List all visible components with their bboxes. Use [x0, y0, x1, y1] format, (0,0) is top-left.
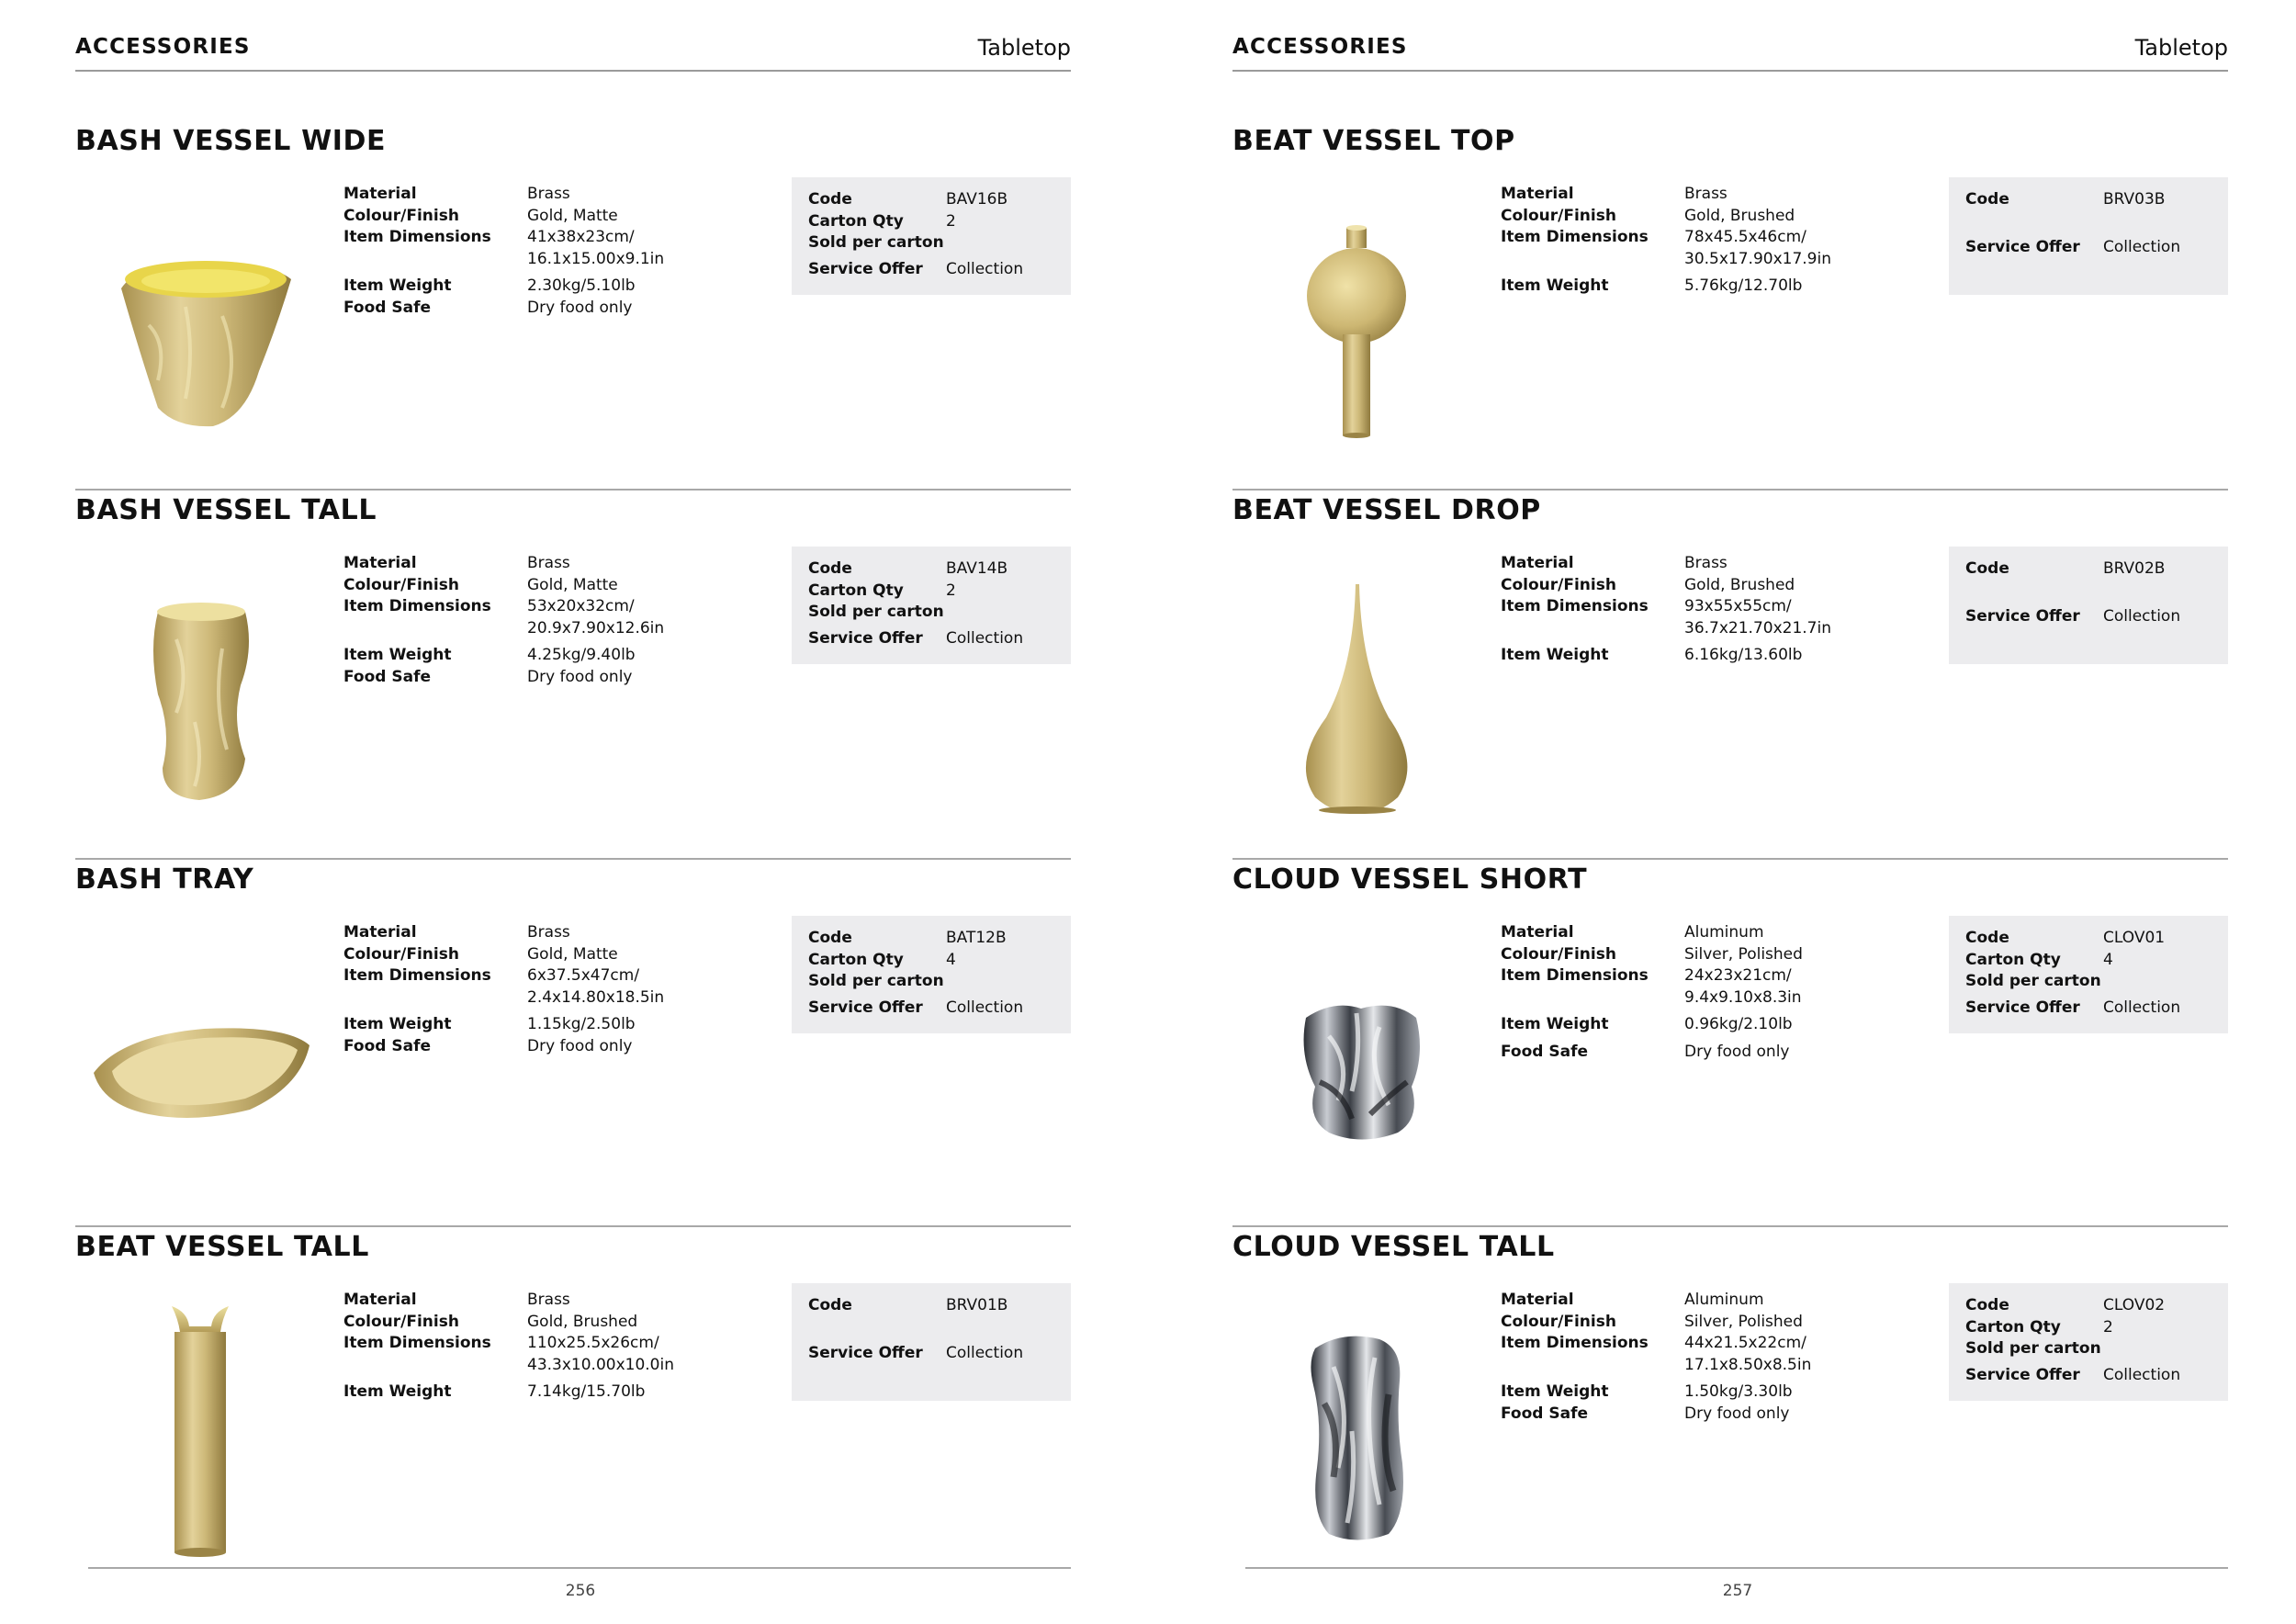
spec-value: Gold, Matte	[527, 944, 618, 964]
spec-row	[343, 1382, 821, 1404]
service-row	[808, 1344, 1023, 1362]
divider	[1232, 489, 2228, 491]
spec-row	[1501, 1404, 1978, 1426]
spec-label: Material	[343, 554, 417, 572]
code-row	[808, 1296, 1007, 1314]
spec-list	[343, 184, 821, 319]
spec-row	[343, 184, 821, 206]
spec-value: Aluminum	[1684, 923, 1764, 942]
service-label: Service Offer	[808, 629, 923, 648]
category-title: Tabletop	[2134, 35, 2228, 61]
spec-value: 2.30kg/5.10lb	[527, 276, 636, 295]
order-info-box	[1949, 916, 2228, 1033]
carton-qty-row	[808, 212, 956, 231]
spec-value: Gold, Matte	[527, 575, 618, 594]
spec-row	[1501, 1014, 1978, 1036]
spec-value: 1.15kg/2.50lb	[527, 1015, 636, 1033]
spec-row	[1501, 575, 1978, 597]
page-number: 257	[1722, 1582, 1753, 1600]
spec-list	[343, 553, 821, 688]
spec-list	[343, 922, 821, 1057]
spec-row	[1501, 184, 1978, 206]
spec-label: Item Weight	[343, 1382, 452, 1401]
code-row	[808, 190, 1007, 209]
spec-label: Item Dimensions	[343, 228, 491, 246]
order-info-box	[1949, 1283, 2228, 1401]
spec-row	[1501, 1290, 1978, 1312]
service-label: Service Offer	[1965, 998, 2080, 1017]
product-card	[1232, 1225, 2228, 1556]
product-code: BRV02B	[2103, 559, 2166, 578]
page-header	[1232, 33, 2228, 72]
bash-vessel-tall-image	[84, 557, 314, 814]
spec-label: Material	[1501, 1291, 1574, 1309]
code-label: Code	[1965, 190, 2009, 209]
code-label: Code	[808, 1296, 852, 1314]
spec-label: Food Safe	[343, 667, 432, 686]
divider	[1232, 1225, 2228, 1227]
spec-label: Item Dimensions	[343, 597, 491, 615]
spec-row	[343, 227, 821, 270]
spec-label: Item Weight	[1501, 276, 1609, 295]
code-row	[808, 559, 1007, 578]
order-info-box	[792, 1283, 1071, 1401]
product-card	[75, 489, 1071, 819]
code-label: Code	[808, 559, 852, 578]
spec-value: 93x55x55cm/ 36.7x21.70x21.7in	[1684, 597, 1831, 637]
spec-row	[343, 575, 821, 597]
spec-row	[343, 1290, 821, 1312]
spec-row	[343, 1312, 821, 1334]
spec-label: Item Dimensions	[1501, 597, 1649, 615]
footer-divider	[88, 1567, 1071, 1569]
spec-value: Gold, Brushed	[527, 1312, 638, 1331]
product-title: BASH TRAY	[75, 863, 254, 896]
product-code: BAT12B	[946, 929, 1007, 947]
spec-label: Material	[1501, 554, 1574, 572]
spec-label: Material	[343, 923, 417, 942]
spec-label: Material	[1501, 923, 1574, 942]
code-row	[1965, 929, 2165, 947]
spec-list	[1501, 1290, 1978, 1425]
spec-row	[1501, 965, 1978, 1009]
carton-qty: 4	[946, 951, 956, 969]
bash-tray-image	[84, 926, 314, 1183]
cloud-vessel-tall-image	[1242, 1293, 1471, 1551]
spec-value: 6.16kg/13.60lb	[1684, 646, 1803, 664]
spec-label: Colour/Finish	[1501, 944, 1616, 964]
spec-label: Item Weight	[1501, 646, 1609, 664]
spec-label: Food Safe	[1501, 1042, 1589, 1061]
spec-label: Colour/Finish	[343, 575, 459, 594]
product-code: BAV16B	[946, 190, 1008, 209]
spec-row	[343, 922, 821, 944]
code-label: Code	[1965, 559, 2009, 578]
service-offer: Collection	[946, 260, 1024, 278]
spec-label: Item Weight	[343, 276, 452, 295]
divider	[1232, 858, 2228, 860]
spec-value: 5.76kg/12.70lb	[1684, 276, 1803, 295]
spec-row	[343, 944, 821, 966]
spec-row	[343, 1036, 821, 1058]
spec-row	[343, 553, 821, 575]
order-info-box	[792, 547, 1071, 664]
section-title: ACCESSORIES	[1232, 35, 1408, 59]
divider	[75, 858, 1071, 860]
product-title: CLOUD VESSEL SHORT	[1232, 863, 1588, 896]
page-number: 256	[565, 1582, 596, 1600]
spec-label: Item Dimensions	[1501, 1334, 1649, 1352]
spec-row	[1501, 1312, 1978, 1334]
service-offer: Collection	[946, 998, 1024, 1017]
spec-row	[1501, 553, 1978, 575]
spec-value: Dry food only	[527, 298, 633, 317]
spec-label: Item Dimensions	[1501, 966, 1649, 985]
carton-qty: 2	[946, 212, 956, 231]
carton-qty-label: Carton Qty	[1965, 951, 2061, 969]
spec-value: Dry food only	[1684, 1404, 1790, 1423]
order-info-box	[1949, 177, 2228, 295]
product-title: BASH VESSEL TALL	[75, 494, 377, 526]
carton-qty-label: Carton Qty	[808, 581, 904, 600]
service-label: Service Offer	[1965, 238, 2080, 256]
service-row	[808, 629, 1023, 648]
service-row	[1965, 998, 2180, 1017]
spec-label: Material	[343, 1291, 417, 1309]
sold-per-carton-label: Sold per carton	[808, 972, 944, 990]
spec-row	[1501, 1042, 1978, 1064]
spec-row	[343, 667, 821, 689]
service-label: Service Offer	[1965, 607, 2080, 626]
code-label: Code	[808, 190, 852, 209]
spec-label: Colour/Finish	[1501, 206, 1616, 225]
spec-value: Aluminum	[1684, 1291, 1764, 1309]
sold-per-carton-label: Sold per carton	[808, 233, 944, 252]
spec-row	[1501, 944, 1978, 966]
service-offer: Collection	[2103, 238, 2181, 256]
spec-row	[1501, 276, 1978, 298]
carton-qty-label: Carton Qty	[808, 212, 904, 231]
spec-value: 78x45.5x46cm/ 30.5x17.90x17.9in	[1684, 228, 1831, 268]
spec-value: 41x38x23cm/ 16.1x15.00x9.1in	[527, 228, 665, 268]
service-label: Service Offer	[808, 998, 923, 1017]
divider	[75, 489, 1071, 491]
spec-label: Food Safe	[1501, 1404, 1589, 1423]
spec-row	[1501, 1382, 1978, 1404]
code-row	[1965, 1296, 2165, 1314]
service-row	[1965, 607, 2180, 626]
spec-value: Brass	[527, 185, 570, 203]
product-title: BEAT VESSEL TALL	[75, 1231, 369, 1263]
spec-row	[343, 1014, 821, 1036]
spec-row	[343, 206, 821, 228]
spec-row	[1501, 1333, 1978, 1376]
spec-value: Silver, Polished	[1684, 1312, 1803, 1331]
carton-qty-row	[808, 581, 956, 600]
spec-label: Colour/Finish	[1501, 575, 1616, 594]
product-code: BRV01B	[946, 1296, 1008, 1314]
product-title: BEAT VESSEL DROP	[1232, 494, 1541, 526]
spec-row	[343, 1333, 821, 1376]
spec-row	[1501, 645, 1978, 667]
spec-value: Dry food only	[527, 667, 633, 686]
spec-row	[1501, 596, 1978, 639]
order-info-box	[1949, 547, 2228, 664]
product-card	[75, 119, 1071, 450]
spec-label: Item Weight	[343, 1015, 452, 1033]
carton-qty: 2	[946, 581, 956, 600]
spec-label: Colour/Finish	[343, 206, 459, 225]
carton-qty: 4	[2103, 951, 2113, 969]
carton-qty: 2	[2103, 1318, 2113, 1336]
spec-value: Gold, Matte	[527, 206, 618, 225]
service-offer: Collection	[946, 629, 1024, 648]
spec-value: Gold, Brushed	[1684, 575, 1795, 594]
spec-label: Item Dimensions	[343, 1334, 491, 1352]
spec-value: Brass	[1684, 185, 1728, 203]
service-row	[808, 260, 1023, 278]
carton-qty-row	[808, 951, 956, 969]
beat-vessel-tall-image	[84, 1293, 314, 1560]
product-code: BAV14B	[946, 559, 1008, 578]
product-title: CLOUD VESSEL TALL	[1232, 1231, 1555, 1263]
product-code: CLOV02	[2103, 1296, 2166, 1314]
spec-value: 0.96kg/2.10lb	[1684, 1015, 1793, 1033]
spec-list	[1501, 184, 1978, 298]
spec-label: Material	[1501, 185, 1574, 203]
order-info-box	[792, 177, 1071, 295]
product-code: CLOV01	[2103, 929, 2166, 947]
spec-row	[1501, 206, 1978, 228]
spec-label: Food Safe	[343, 1036, 432, 1055]
spec-value: 6x37.5x47cm/ 2.4x14.80x18.5in	[527, 966, 665, 1007]
service-row	[1965, 1366, 2180, 1384]
spec-value: Brass	[527, 923, 570, 942]
spec-value: 24x23x21cm/ 9.4x9.10x8.3in	[1684, 966, 1802, 1007]
order-info-box	[792, 916, 1071, 1033]
service-row	[808, 998, 1023, 1017]
code-row	[1965, 559, 2165, 578]
spec-value: Brass	[527, 1291, 570, 1309]
code-label: Code	[808, 929, 852, 947]
spec-value: Brass	[1684, 554, 1728, 572]
spec-row	[1501, 227, 1978, 270]
code-label: Code	[1965, 1296, 2009, 1314]
spec-list	[1501, 922, 1978, 1063]
service-offer: Collection	[2103, 998, 2181, 1017]
spec-row	[343, 645, 821, 667]
beat-vessel-top-image	[1242, 187, 1471, 445]
product-card	[75, 1225, 1071, 1556]
service-offer: Collection	[2103, 1366, 2181, 1384]
sold-per-carton-label: Sold per carton	[1965, 1339, 2101, 1358]
spec-label: Item Weight	[1501, 1015, 1609, 1033]
code-row	[1965, 190, 2165, 209]
code-row	[808, 929, 1007, 947]
code-label: Code	[1965, 929, 2009, 947]
spec-list	[343, 1290, 821, 1404]
spec-value: Dry food only	[527, 1036, 633, 1055]
spec-value: Silver, Polished	[1684, 944, 1803, 964]
spec-row	[343, 276, 821, 298]
footer-divider	[1245, 1567, 2228, 1569]
spec-value: 4.25kg/9.40lb	[527, 646, 636, 664]
bash-vessel-wide-image	[84, 187, 314, 445]
spec-value: 110x25.5x26cm/ 43.3x10.00x10.0in	[527, 1334, 674, 1374]
spec-label: Colour/Finish	[343, 1312, 459, 1331]
spec-row	[343, 965, 821, 1009]
spec-value: Gold, Brushed	[1684, 206, 1795, 225]
service-row	[1965, 238, 2180, 256]
divider	[75, 1225, 1071, 1227]
spec-row	[1501, 922, 1978, 944]
product-title: BEAT VESSEL TOP	[1232, 125, 1515, 157]
sold-per-carton-label: Sold per carton	[808, 603, 944, 621]
product-code: BRV03B	[2103, 190, 2166, 209]
spec-value: Dry food only	[1684, 1042, 1790, 1061]
carton-qty-row	[1965, 1318, 2113, 1336]
service-offer: Collection	[2103, 607, 2181, 626]
beat-vessel-drop-image	[1242, 557, 1471, 814]
spec-label: Colour/Finish	[343, 944, 459, 964]
service-label: Service Offer	[808, 1344, 923, 1362]
product-card	[1232, 858, 2228, 1189]
spec-label: Item Weight	[343, 646, 452, 664]
sold-per-carton-label: Sold per carton	[1965, 972, 2101, 990]
carton-qty-label: Carton Qty	[808, 951, 904, 969]
spec-label: Item Dimensions	[1501, 228, 1649, 246]
product-title: BASH VESSEL WIDE	[75, 125, 387, 157]
service-offer: Collection	[946, 1344, 1024, 1362]
carton-qty-row	[1965, 951, 2113, 969]
spec-label: Food Safe	[343, 298, 432, 317]
carton-qty-label: Carton Qty	[1965, 1318, 2061, 1336]
spec-value: 1.50kg/3.30lb	[1684, 1382, 1793, 1401]
spec-label: Colour/Finish	[1501, 1312, 1616, 1331]
product-card	[75, 858, 1071, 1189]
spec-label: Item Weight	[1501, 1382, 1609, 1401]
spec-value: 44x21.5x22cm/ 17.1x8.50x8.5in	[1684, 1334, 1812, 1374]
spec-label: Item Dimensions	[343, 966, 491, 985]
product-card	[1232, 489, 2228, 819]
spec-list	[1501, 553, 1978, 667]
page-header	[75, 33, 1071, 72]
right-page	[1148, 0, 2296, 1624]
spec-value: 7.14kg/15.70lb	[527, 1382, 646, 1401]
section-title: ACCESSORIES	[75, 35, 251, 59]
product-card	[1232, 119, 2228, 450]
spec-value: 53x20x32cm/ 20.9x7.90x12.6in	[527, 597, 665, 637]
spec-row	[343, 596, 821, 639]
spec-label: Material	[343, 185, 417, 203]
spec-value: Brass	[527, 554, 570, 572]
service-label: Service Offer	[808, 260, 923, 278]
category-title: Tabletop	[977, 35, 1071, 61]
service-label: Service Offer	[1965, 1366, 2080, 1384]
cloud-vessel-short-image	[1242, 926, 1471, 1183]
spec-row	[343, 298, 821, 320]
